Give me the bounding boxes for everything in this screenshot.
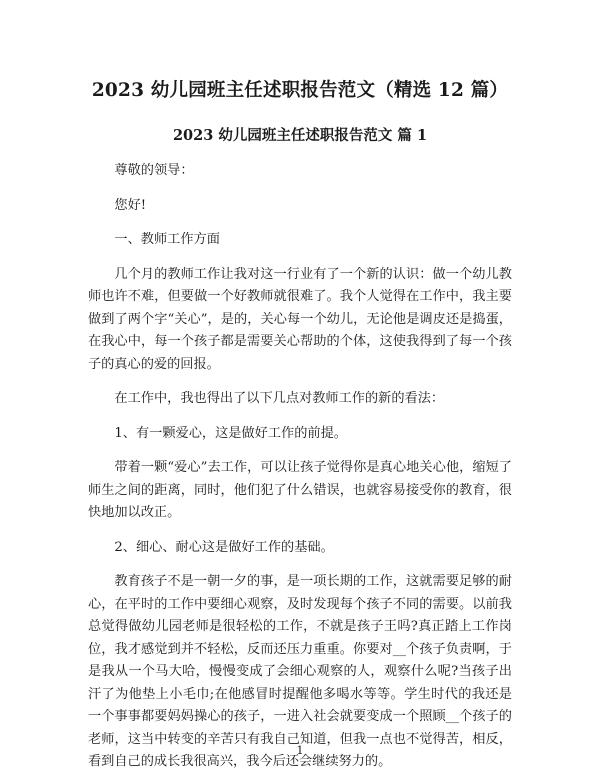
salutation: 尊敬的领导：	[114, 163, 194, 178]
body-paragraph: 教育孩子不是一朝一夕的事，是一项长期的工作，这就需要足够的耐心，在平时的工作中要细心观察，及时发现每个孩子不同的需要。以前我总觉得做幼儿园老师是很轻松的工作，不就是孩子王吗?真正踏上工作岗位，我才感觉到并不轻松，反而还压力重重。你要对__个孩子负责啊，于是我从一个马大哈，慢慢变成了会细心观察的人，观察什么呢?当孩子出汗了为他垫上小毛巾;在他感冒时提醒他多喝水等等。学生时代的我还是一个事事都要妈妈操心的孩子，一进入社会就要变成一个照顾__个孩子的老师，这当中转变的辛苦只有我自己知道，但我一点也不觉得苦，相反，看到自己的成长我很高兴，我今后还会继续努力的。	[88, 574, 512, 769]
body-paragraph: 在工作中，我也得出了以下几点对教师工作的新的看法：	[114, 391, 445, 406]
list-item-heading: 1、有一颗爱心，这是做好工作的前提。	[114, 425, 347, 441]
greeting: 您好!	[114, 197, 147, 213]
heading-teacher-work: 一、教师工作方面	[114, 232, 220, 247]
section-title: 2023 幼儿园班主任述职报告范文 篇 1	[172, 127, 428, 144]
document-title: 2023 幼儿园班主任述职报告范文（精选 12 篇）	[91, 80, 509, 101]
body-paragraph: 带着一颗“爱心”去工作，可以让孩子觉得你是真心地关心他，缩短了师生之间的距离，同时，他们犯了什么错误，也就容易接受你的教育，很快地加以改正。	[88, 460, 512, 520]
page-number: 1	[296, 744, 304, 757]
list-item-heading: 2、细心、耐心这是做好工作的基础。	[114, 539, 334, 555]
body-paragraph: 几个月的教师工作让我对这一行业有了一个新的认识：做一个幼儿教师也许不难，但要做一个好教师就很难了。我个人觉得在工作中，我主要做到了两个字“关心”，是的，关心每一个幼儿，无论他是调皮还是捣蛋，在我心中，每一个孩子都是需要关心帮助的个体，这使我得到了每一个孩子的真心的爱的回报。	[88, 266, 512, 372]
